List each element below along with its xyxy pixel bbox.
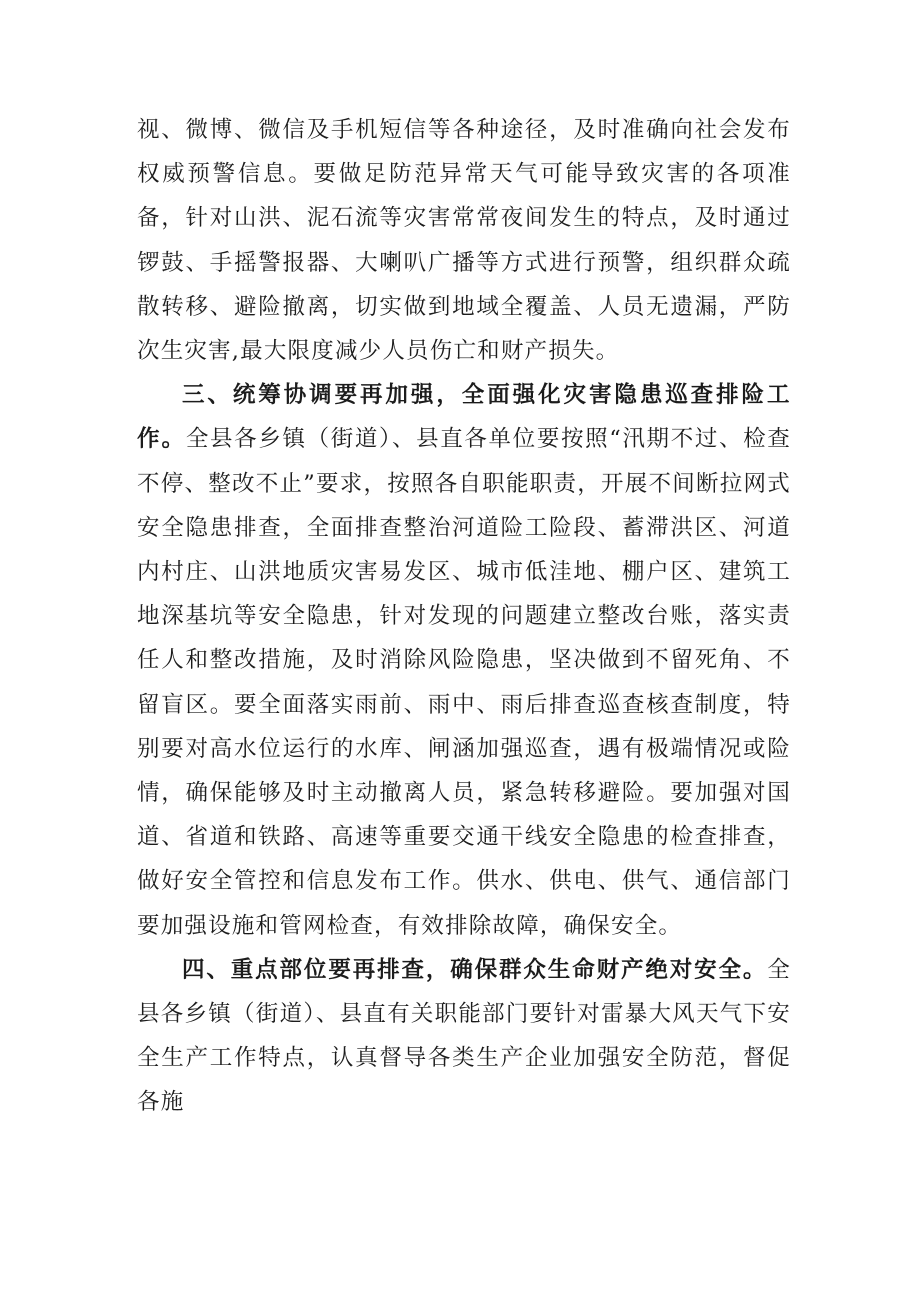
paragraph-text: 全县各乡镇（街道）、县直各单位要按照“汛期不过、检查不停、整改不止”要求，按照各自职能职责，开展不间断拉网式安全隐患排查，全面排查整治河道险工险段、蓄滞洪区、河道内村庄、山洪地质灾害易发区、城市低洼地、棚户区、建筑工地深基坑等安全隐患，针对发现的问题建立整改台账，落实责任人和整改措施，及时消除风险隐患，坚决做到不留死角、不留盲区。要全面落实雨前、雨中、雨后排查巡查核查制度，特别要对高水位运行的水库、闸涵加强巡查，遇有极端情况或险情，确保能够及时主动撤离人员，紧急转移避险。要加强对国道、省道和铁路、高速等重要交通干线安全隐患的检查排查，做好安全管控和信息发布工作。供水、供电、供气、通信部门要加强设施和管网检查，有效排除故障，确保安全。 [137,426,791,939]
section-heading: 四、重点部位要再排查，确保群众生命财产绝对安全。 [182,956,768,983]
paragraph-section-3 [137,373,791,948]
paragraph-continuation [137,108,791,373]
paragraph-text: 全县各乡镇（街道）、县直有关职能部门要针对雷暴大风天气下安全生产工作特点，认真督导各类生产企业加强安全防范，督促各施 [137,956,791,1116]
paragraph-section-4 [137,948,791,1125]
paragraph-text: 视、微博、微信及手机短信等各种途径，及时准确向社会发布权威预警信息。要做足防范异常天气可能导致灾害的各项准备，针对山洪、泥石流等灾害常常夜间发生的特点，及时通过锣鼓、手摇警报器、大喇叭广播等方式进行预警，组织群众疏散转移、避险撤离，切实做到地域全覆盖、人员无遗漏，严防次生灾害,最大限度减少人员伤亡和财产损失。 [137,117,791,365]
document-body [137,108,791,1125]
section-heading: 三、统筹协调要再加强，全面强化灾害隐患巡查排险工作。 [137,382,791,453]
